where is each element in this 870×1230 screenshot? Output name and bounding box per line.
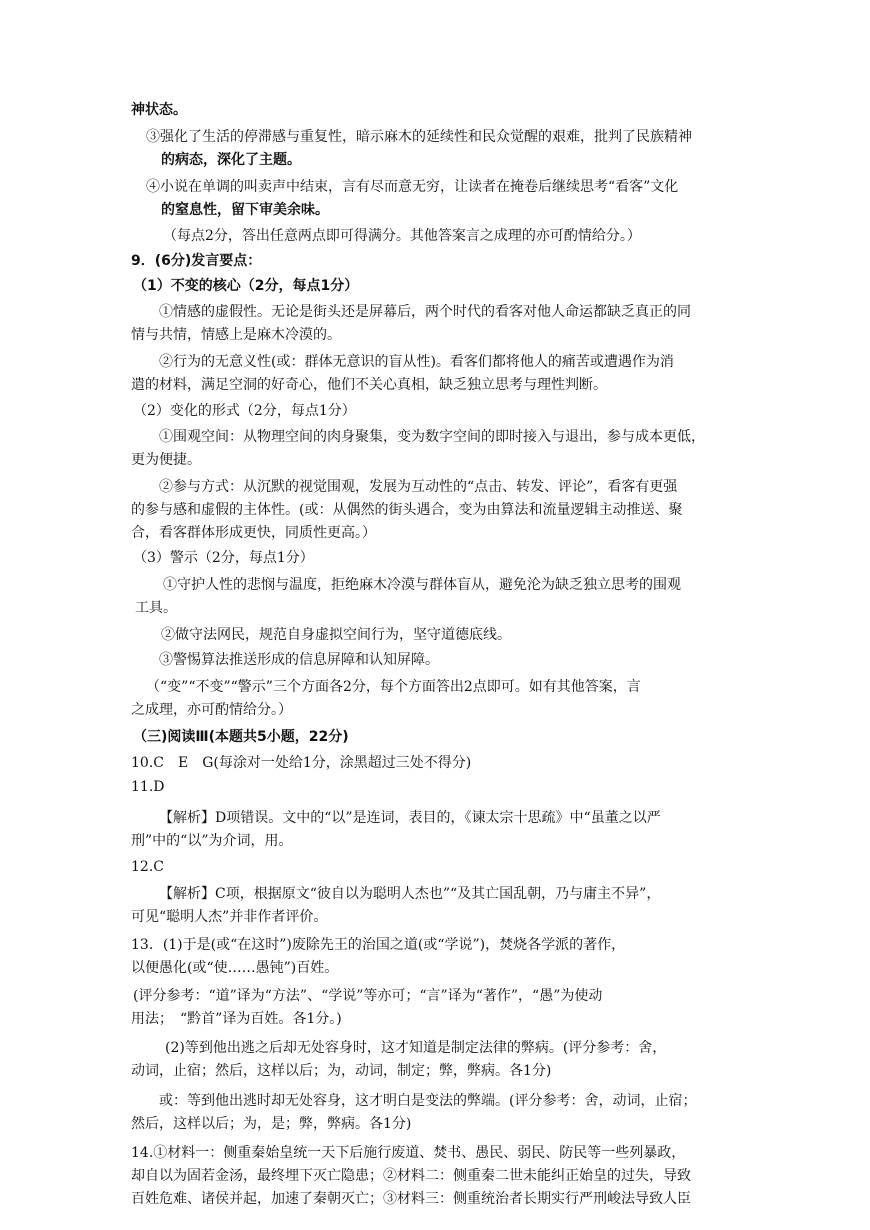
text-line: 之成理，亦可酌情给分。） — [131, 702, 292, 718]
text-line: 神状态。 — [131, 102, 187, 118]
text-line: （“变”“不变”“警示”三个方面各2分，每个方面答出2点即可。如有其他答案，言 — [146, 679, 641, 695]
text-line: ②参与方式：从沉默的视觉围观，发展为互动性的“点击、转发、评论”，看客有更强 — [159, 479, 678, 495]
text-line: 动词，止宿；然后，这样以后；为，动词，制定；弊，弊病。各1分) — [131, 1063, 552, 1079]
text-line: （每点2分，答出任意两点即可得满分。其他答案言之成理的亦可酌情给分。） — [163, 228, 641, 244]
section-heading: （3）警示（2分，每点1分） — [133, 550, 314, 566]
text-line: 可见“聪明人杰”并非作者评价。 — [131, 909, 328, 925]
text-line: 13．(1)于是(或“在这时”)废除先王的治国之道(或“学说”)，焚烧各学派的著作， — [131, 937, 626, 953]
text-line: 14.①材料一：侧重秦始皇统一天下后施行废道、焚书、愚民、弱民、防民等一些列暴政， — [131, 1145, 686, 1161]
text-line: 的窒息性，留下审美余味。 — [161, 202, 329, 218]
text-line: ②行为的无意义性(或：群体无意识的盲从性)。看客们都将他人的痛苦或遭遇作为消 — [159, 354, 674, 370]
text-line: ①守护人性的悲悯与温度，拒绝麻木冷漠与群体盲从，避免沦为缺乏独立思考的围观 — [163, 577, 681, 593]
text-line: ③强化了生活的停滞感与重复性，暗示麻木的延续性和民众觉醒的艰难，批判了民族精神 — [146, 129, 692, 145]
text-line: 以便愚化(或“使……愚钝”)百姓。 — [131, 960, 339, 976]
question-heading: 9．(6分)发言要点： — [131, 253, 262, 269]
text-line: 【解析】D项错误。文中的“以”是连词，表目的，《谏太宗十思疏》中“虽董之以严 — [159, 810, 661, 826]
text-line: 百姓危难、诸侯并起，加速了秦朝灭亡；③材料三：侧重统治者长期实行严刑峻法导致人臣 — [131, 1191, 691, 1207]
text-line: 的参与感和虚假的主体性。(或：从偶然的街头遇合，变为由算法和流量逻辑主动推送、聚 — [131, 502, 683, 518]
text-line: 合，看客群体形成更快，同质性更高。） — [131, 525, 376, 541]
text-line: ①情感的虚假性。无论是街头还是屏幕后，两个时代的看客对他人命运都缺乏真正的同 — [159, 304, 691, 320]
text-line: 工具。 — [135, 600, 177, 616]
text-line: ①围观空间：从物理空间的肉身聚集，变为数字空间的即时接入与退出，参与成本更低， — [159, 429, 705, 445]
text-line: 或：等到他出逃时却无处容身，这才明白是变法的弊端。(评分参考：舍，动词，止宿； — [159, 1093, 697, 1109]
text-line: ④小说在单调的叫卖声中结束，言有尽而意无穷，让读者在掩卷后继续思考“看客”文化 — [146, 179, 679, 195]
text-line: 的病态，深化了主题。 — [161, 152, 301, 168]
text-line: 却自以为固若金汤，最终埋下灭亡隐患；②材料二：侧重秦二世未能纠正始皇的过失，导致 — [131, 1168, 691, 1184]
text-line: 刑”中的“以”为介词，用。 — [131, 833, 293, 849]
text-line: 【解析】C项，根据原文“彼自以为聪明人杰也”“及其亡国乱朝，乃与庸主不异”， — [159, 886, 661, 902]
text-line: 情与共情，情感上是麻木冷漠的。 — [131, 327, 341, 343]
text-line: ②做守法网民，规范自身虚拟空间行为，坚守道德底线。 — [161, 627, 511, 643]
text-line: ③警惕算法推送形成的信息屏障和认知屏障。 — [159, 652, 439, 668]
text-line: (2)等到他出逃之后却无处容身时，这才知道是制定法律的弊病。(评分参考：舍， — [165, 1040, 667, 1056]
text-line: (评分参考：“道”译为“方法”、“学说”等亦可；“言”译为“著作”，“愚”为使动 — [133, 988, 603, 1004]
section-heading: （1）不变的核心（2分，每点1分） — [133, 278, 359, 294]
text-line: 11.D — [131, 779, 165, 795]
section-heading: （2）变化的形式（2分，每点1分） — [133, 403, 356, 419]
text-line: 遣的材料，满足空洞的好奇心，他们不关心真相，缺乏独立思考与理性判断。 — [131, 377, 607, 393]
text-line: 用法； “黔首”译为百姓。各1分。) — [131, 1011, 342, 1027]
text-line: 10.C E G(每涂对一处给1分，涂黑超过三处不得分) — [131, 755, 472, 771]
text-line: 12.C — [131, 859, 164, 875]
text-line: 然后，这样以后；为，是；弊，弊病。各1分) — [131, 1116, 412, 1132]
text-line: 更为便捷。 — [131, 452, 201, 468]
section-heading: （三)阅读Ⅲ(本题共5小题，22分) — [133, 729, 349, 745]
